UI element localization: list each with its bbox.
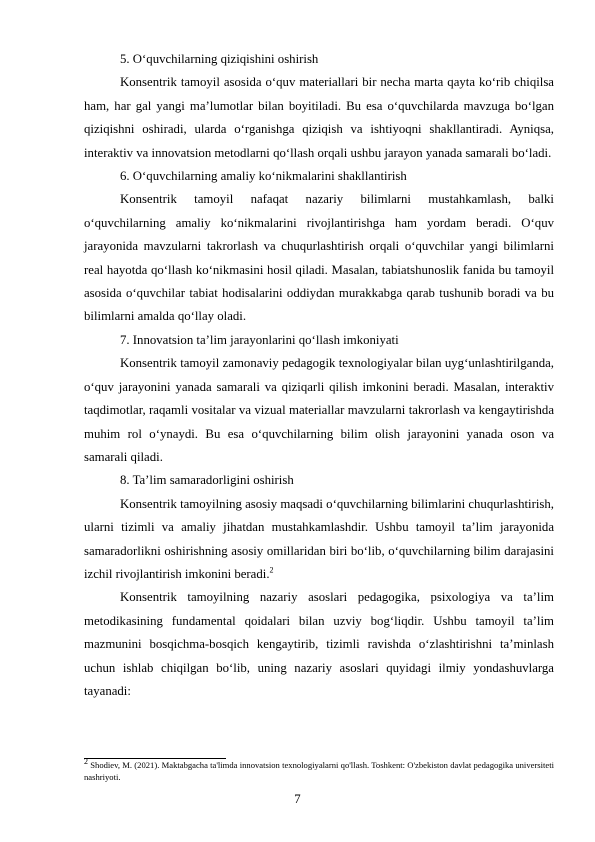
- section-7-heading: 7. Innovatsion ta’lim jarayonlarini qo‘llash imkoniyati: [120, 332, 399, 347]
- page-number: 7: [294, 792, 301, 806]
- footnote-divider: [84, 758, 226, 759]
- section-8-paragraph: Konsentrik tamoyilning asosiy maqsadi o‘quvchilarning bilimlarini chuqurlashtirish, ularni tizimli va amaliy jihatdan mustahkamlashdir. Ushbu tamoyil ta’lim jarayonida samaradorlikni oshirishning asosiy omillaridan biri bo‘lib, o‘quvchilarning bilim darajasini izchil rivojlantirish imkonini beradi.: [84, 496, 554, 581]
- section-6-paragraph: Konsentrik tamoyil nafaqat nazariy bilimlarni mustahkamlash, balki o‘quvchilarning amaliy ko‘nikmalarini rivojlantirishga ham yordam beradi. O‘quv jarayonida mavzularni takrorlash va chuqurlashtirish orqali o‘quvchilar yangi bilimlarni real hayotda qo‘llash ko‘nikmasini hosil qiladi. Masalan, tabiatshunoslik fanida bu tamoyil asosida o‘quvchilar tabiat hodisalarini oddiydan murakkabga qarab tushunib boradi va bu bilimlarni amalda qo‘llay oladi.: [84, 192, 554, 324]
- section-8-paragraph-wrapper: [84, 493, 554, 587]
- page-body: [84, 48, 554, 703]
- section-5-paragraph: Konsentrik tamoyil asosida o‘quv materiallari bir necha marta qayta ko‘rib chiqilsa ham, har gal yangi ma’lumotlar bilan boyitiladi. Bu esa o‘quvchilarda mavzuga bo‘lgan qiziqishni oshiradi, ularda o‘rganishga qiziqish va ishtiyoqni shakllantiradi. Ayniqsa, interaktiv va innovatsion metodlarni qo‘llash orqali ushbu jarayon yanada samarali bo‘ladi.: [84, 75, 554, 160]
- section-7-paragraph: Konsentrik tamoyil zamonaviy pedagogik texnologiyalar bilan uyg‘unlashtirilganda, o‘quv jarayonini yanada samarali va qiziqarli qilish imkonini beradi. Masalan, interaktiv taqdimotlar, raqamli vositalar va vizual materiallar mavzularni takrorlash va kengaytirishda muhim rol o‘ynaydi. Bu esa o‘quvchilarning bilim olish jarayonini yanada oson va samarali qiladi.: [84, 356, 554, 464]
- footnote-marker: 2: [84, 757, 88, 767]
- section-6-heading: 6. O‘quvchilarning amaliy ko‘nikmalarini shakllantirish: [120, 169, 407, 184]
- closing-paragraph: Konsentrik tamoyilning nazariy asoslari pedagogika, psixologiya va ta’lim metodikasining fundamental qoidalari bilan uzviy bog‘liqdir. Ushbu tamoyil ta’lim mazmunini bosqichma-bosqich kengaytirib, tizimli ravishda o‘zlashtirishni ta’minlash uchun ishlab chiqilgan bo‘lib, uning nazariy asoslari quyidagi ilmiy yondashuvlarga tayanadi:: [84, 590, 554, 698]
- section-5-heading: 5. O‘quvchilarning qiziqishini oshirish: [120, 52, 319, 66]
- footnote: [84, 757, 554, 783]
- footnote-text: Shodiev, M. (2021). Maktabgacha ta'limda innovatsion texnologiyalarni qo'llash. Toshkent: O'zbekiston davlat pedagogika universiteti nashriyoti.: [84, 760, 554, 782]
- footnote-reference[interactable]: 2: [269, 565, 274, 575]
- section-8-heading: 8. Ta’lim samaradorligini oshirish: [120, 473, 294, 488]
